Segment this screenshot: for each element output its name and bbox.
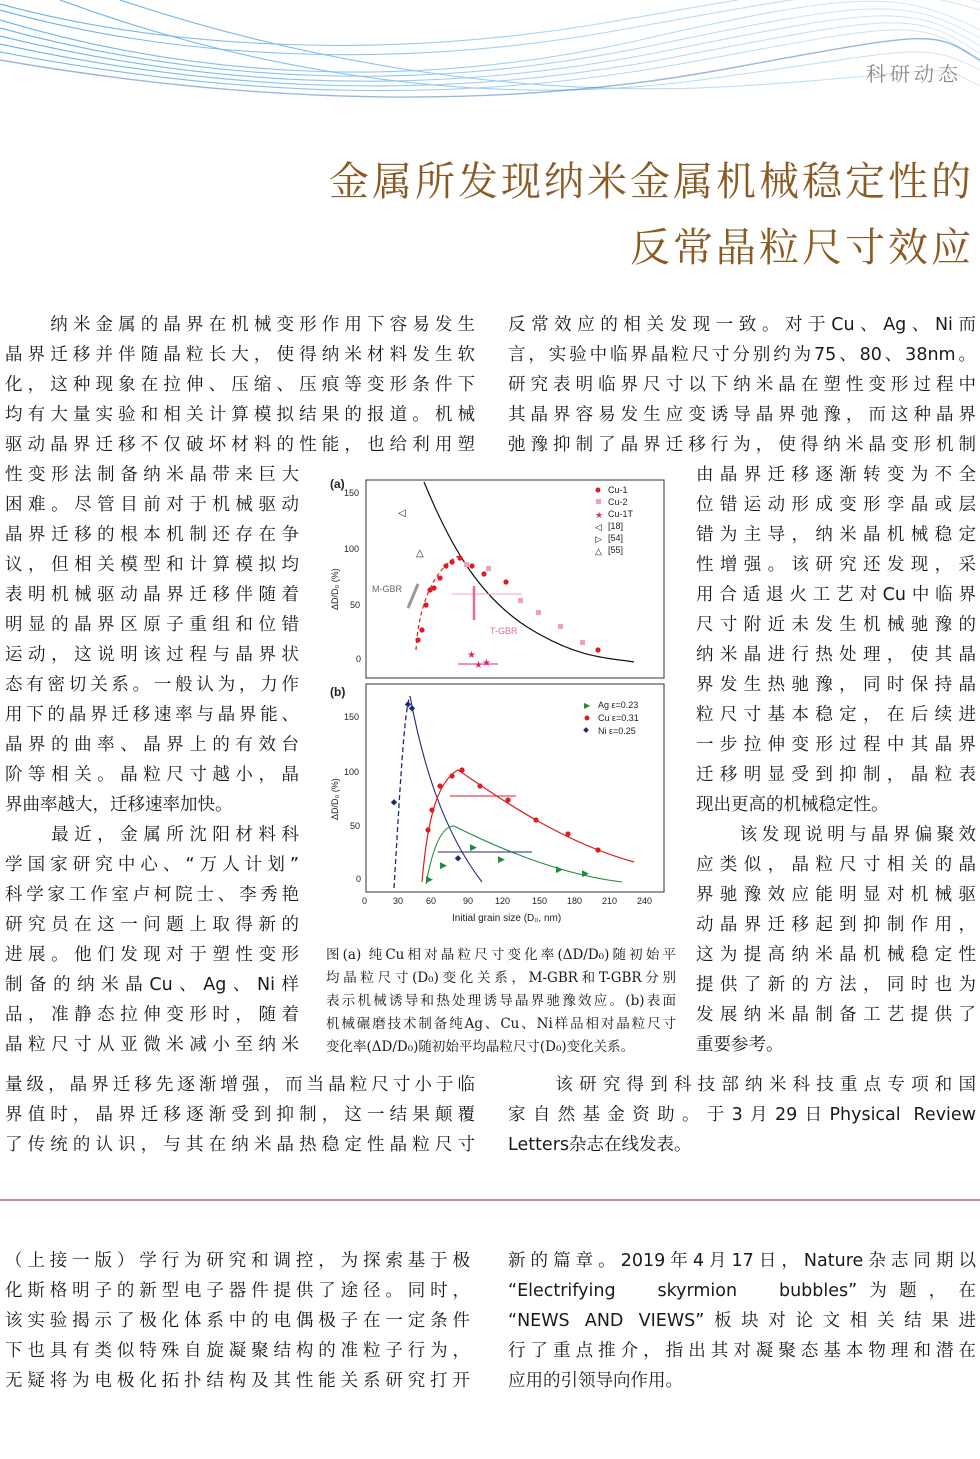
panel-b-xtick: 210 [602, 896, 618, 906]
right-column-bottom [508, 1070, 976, 1160]
paragraph-line: 一步拉伸变形过程中其晶界 [696, 735, 976, 755]
caption-line: 表示机械诱导和热处理诱导晶界驰豫效应。(b)表面 [326, 993, 676, 1009]
panel-a-fit-curve [424, 482, 634, 662]
panel-a-ytick: 0 [356, 654, 362, 664]
panel-b-ytick: 100 [344, 767, 360, 777]
paragraph-line: 制备的纳米晶Cu、Ag、Ni样 [5, 975, 299, 995]
panel-b-legend [583, 700, 639, 736]
panel-a-legend [595, 485, 634, 556]
svg-text:▶: ▶ [440, 860, 447, 870]
paragraph-line: 界值时，晶界迁移逐渐受到抑制，这一结果颠覆 [5, 1105, 475, 1125]
article-title-line-1: 金属所发现纳米金属机械稳定性的 [329, 159, 974, 205]
panel-b-xtick: 0 [362, 896, 368, 906]
panel-b-xlabel: Initial grain size (D₀, nm) [452, 913, 562, 924]
header-wave-decoration [0, 0, 980, 120]
svg-text:★: ★ [474, 660, 483, 671]
legend-entry: [55] [608, 545, 624, 555]
paragraph-line: 性变形法制备纳米晶带来巨大 [5, 465, 299, 485]
article-title-line-2: 反常晶粒尺寸效应 [630, 225, 974, 271]
continued-right-column [508, 1246, 976, 1396]
paragraph-line: 下也具有类似特殊自旋凝聚结构的准粒子行为， [5, 1341, 470, 1361]
panel-a-mgbr-label: M-GBR [372, 584, 402, 594]
paragraph-line: 议，但相关模型和计算模拟均 [5, 555, 299, 575]
legend-entry: Ni ε=0.25 [598, 726, 636, 736]
legend-entry: [54] [608, 533, 624, 543]
panel-b-ni-fit [394, 696, 410, 888]
left-column-bottom [5, 1070, 475, 1160]
paragraph-line: 晶界的曲率、晶界上的有效台 [5, 735, 299, 755]
paragraph-line: “Electrifying skyrmion bubbles”为题，在 [508, 1281, 976, 1301]
paragraph-line: 晶界迁移并伴随晶粒长大，使得纳米材料发生软 [5, 345, 475, 365]
paragraph-line: 界驰豫效应能明显对机械驱 [696, 885, 976, 905]
legend-entry: Cu ε=0.31 [598, 713, 639, 723]
panel-b-xtick: 150 [532, 896, 548, 906]
paragraph-line: 尺寸附近未发生机械驰豫的 [696, 615, 976, 635]
panel-b-xtick: 90 [463, 896, 474, 906]
paragraph-line: 纳米金属的晶界在机械变形作用下容易发生 [5, 315, 475, 335]
panel-a-tgbr-label: T-GBR [490, 626, 518, 636]
svg-text:△: △ [595, 546, 602, 556]
paragraph-line: 发展纳米晶制备工艺提供了 [696, 1005, 976, 1025]
paragraph-line: 弛豫抑制了晶界迁移行为，使得纳米晶变形机制 [508, 435, 976, 455]
panel-b-ytick: 0 [356, 874, 362, 884]
paragraph-line: 了传统的认识，与其在纳米晶热稳定性晶粒尺寸 [5, 1135, 475, 1155]
right-column-top [508, 310, 976, 460]
paragraph-line: 用合适退火工艺对Cu中临界 [696, 585, 976, 605]
legend-entry: Cu-1 [608, 485, 628, 495]
left-column-top [5, 310, 475, 460]
paragraph-line: 态有密切关系。一般认为，力作 [5, 675, 299, 695]
panel-a-cu1t-points [467, 650, 491, 671]
legend-entry: Cu-2 [608, 497, 628, 507]
figure-caption [326, 944, 676, 1059]
panel-b-xtick: 30 [393, 896, 404, 906]
paragraph-line: 言，实验中临界晶粒尺寸分别约为75、80、38nm。 [508, 345, 976, 365]
paragraph-line: 家自然基金资助。于3月29日Physical Review [508, 1105, 976, 1125]
right-column-narrow [696, 460, 976, 1060]
panel-a-ylabel: ΔD/D₀ (%) [330, 568, 340, 610]
paragraph-line: “NEWS AND VIEWS”板块对论文相关结果进 [508, 1311, 976, 1331]
panel-a-dashed-fit [416, 556, 458, 650]
paragraph-line: 界曲率越大，迁移速率加快。 [5, 795, 233, 815]
legend-entry: [18] [608, 521, 624, 531]
paragraph-line: 表明机械驱动晶界迁移伴随着 [5, 585, 299, 605]
paragraph-line: 新的篇章。2019年4月17日，Nature杂志同期以 [508, 1251, 976, 1271]
paragraph-line: 界发生热驰豫，同时保持晶 [696, 675, 976, 695]
svg-text:▶: ▶ [556, 864, 563, 874]
panel-b-xtick: 120 [495, 896, 511, 906]
paragraph-line: 行了重点推介，指出其对凝聚态基本物理和潜在 [508, 1341, 976, 1361]
panel-a-ref-point: ◁ [398, 508, 406, 519]
paragraph-line: 反常效应的相关发现一致。对于Cu、Ag、Ni而 [508, 315, 976, 335]
panel-b-ag-points [426, 842, 589, 884]
legend-entry: Cu-1T [608, 509, 634, 519]
panel-b-ytick: 150 [344, 712, 360, 722]
panel-a-mgbr-arrow [408, 584, 418, 608]
paragraph-line: 进展。他们发现对于塑性变形 [5, 945, 299, 965]
caption-line: 变化率(ΔD/D₀)随初始平均晶粒尺寸(D₀)变化关系。 [326, 1039, 635, 1055]
paragraph-line: Letters杂志在线发表。 [508, 1135, 692, 1155]
paragraph-line: 纳米晶进行热处理，使其晶 [696, 645, 976, 665]
paragraph-line: 提供了新的方法，同时也为 [696, 975, 976, 995]
paragraph-line: 由晶界迁移逐渐转变为不全 [696, 465, 976, 485]
panel-a-label: (a) [330, 477, 345, 491]
caption-line: 均晶粒尺寸(D₀)变化关系，M-GBR和T-GBR分别 [326, 970, 676, 986]
paragraph-line: 该实验揭示了极化体系中的电偶极子在一定条件 [5, 1311, 470, 1331]
paragraph-line: 迁移明显受到抑制，晶粒表 [696, 765, 976, 785]
svg-text:▶: ▶ [498, 854, 505, 864]
paragraph-line: 明显的晶界区原子重组和位错 [5, 615, 299, 635]
paragraph-line: 用下的晶界迁移速率与晶界能、 [5, 705, 299, 725]
paragraph-line: 这为提高纳米晶机械稳定性 [696, 945, 976, 965]
paragraph-line: 性增强。该研究还发现，采 [696, 555, 976, 575]
panel-b-ni-points [391, 701, 461, 861]
paragraph-line: 现出更高的机械稳定性。 [696, 795, 889, 815]
paragraph-line: 重要参考。 [696, 1035, 784, 1055]
paragraph-line: 其晶界容易发生应变诱导晶界弛豫，而这种晶界 [508, 405, 976, 425]
svg-text:▶: ▶ [584, 701, 591, 710]
panel-b-xtick: 240 [637, 896, 653, 906]
paragraph-line: 困难。尽管目前对于机械驱动 [5, 495, 299, 515]
svg-text:▶: ▶ [582, 868, 589, 878]
paragraph-line: 研究表明临界尺寸以下纳米晶在塑性变形过程中 [508, 375, 976, 395]
panel-b-ag-fit [426, 826, 622, 884]
svg-text:▷: ▷ [595, 534, 602, 544]
paragraph-line: 应类似，晶粒尺寸相关的晶 [696, 855, 976, 875]
section-divider [0, 1199, 980, 1201]
svg-text:★: ★ [467, 650, 476, 661]
paragraph-line: 运动，这说明该过程与晶界状 [5, 645, 299, 665]
paragraph-line: 学国家研究中心、“万人计划” [5, 855, 299, 875]
paragraph-line: 应用的引领导向作用。 [508, 1371, 683, 1391]
paragraph-line: 粒尺寸基本稳定，在后续进 [696, 705, 976, 725]
paragraph-line: （上接一版）学行为研究和调控，为探索基于极 [5, 1251, 470, 1271]
svg-text:▶: ▶ [426, 874, 433, 884]
svg-text:◁: ◁ [595, 522, 602, 532]
paragraph-line: 量级，晶界迁移先逐渐增强，而当晶粒尺寸小于临 [5, 1075, 475, 1095]
paragraph-line: 科学家工作室卢柯院士、李秀艳 [5, 885, 299, 905]
panel-b-label: (b) [330, 685, 346, 699]
figure-plots [322, 470, 674, 940]
panel-a-ref-point: △ [416, 548, 424, 559]
continued-left-column [5, 1246, 470, 1396]
section-tag: 科研动态 [866, 62, 962, 86]
svg-text:▶: ▶ [470, 842, 477, 852]
left-column-narrow [5, 460, 299, 1060]
paragraph-line: 该研究得到科技部纳米科技重点专项和国 [508, 1075, 976, 1095]
caption-line: 机械碾磨技术制备纯Ag、Cu、Ni样品相对晶粒尺寸 [326, 1016, 676, 1032]
legend-entry: Ag ε=0.23 [598, 700, 639, 710]
panel-a-cu1-points [415, 555, 600, 652]
paragraph-line: 最近，金属所沈阳材料科 [5, 825, 299, 845]
paragraph-line: 阶等相关。晶粒尺寸越小，晶 [5, 765, 299, 785]
paragraph-line: 位错运动形成变形孪晶或层 [696, 495, 976, 515]
panel-b-xtick: 60 [426, 896, 437, 906]
paragraph-line: 品，准静态拉伸变形时，随着 [5, 1005, 299, 1025]
paragraph-line: 错为主导，纳米晶机械稳定 [696, 525, 976, 545]
panel-b-ni-fit-tail [410, 696, 482, 882]
panel-a-ytick: 150 [344, 488, 360, 498]
paragraph-line: 该发现说明与晶界偏聚效 [696, 825, 976, 845]
paragraph-line: 动晶界迁移起到抑制作用， [696, 915, 976, 935]
panel-a-ytick: 100 [344, 544, 360, 554]
paragraph-line: 晶界迁移的根本机制还存在争 [5, 525, 299, 545]
svg-text:★: ★ [595, 510, 604, 520]
panel-b-ylabel: ΔD/D₀ (%) [330, 778, 340, 820]
svg-text:★: ★ [482, 658, 491, 669]
paragraph-line: 晶粒尺寸从亚微米减小至纳米 [5, 1035, 299, 1055]
paragraph-line: 驱动晶界迁移不仅破坏材料的性能，也给利用塑 [5, 435, 475, 455]
paragraph-line: 研究员在这一问题上取得新的 [5, 915, 299, 935]
paragraph-line: 化斯格明子的新型电子器件提供了途径。同时， [5, 1281, 470, 1301]
paragraph-line: 无疑将为电极化拓扑结构及其性能关系研究打开 [5, 1371, 470, 1391]
paragraph-line: 化，这种现象在拉伸、压缩、压痕等变形条件下 [5, 375, 475, 395]
caption-line: 图(a) 纯Cu相对晶粒尺寸变化率(ΔD/D₀)随初始平 [326, 947, 676, 963]
panel-a-ytick: 50 [350, 600, 361, 610]
panel-b-xtick: 180 [567, 896, 583, 906]
panel-b-ytick: 50 [350, 821, 361, 831]
paragraph-line: 均有大量实验和相关计算模拟结果的报道。机械 [5, 405, 475, 425]
